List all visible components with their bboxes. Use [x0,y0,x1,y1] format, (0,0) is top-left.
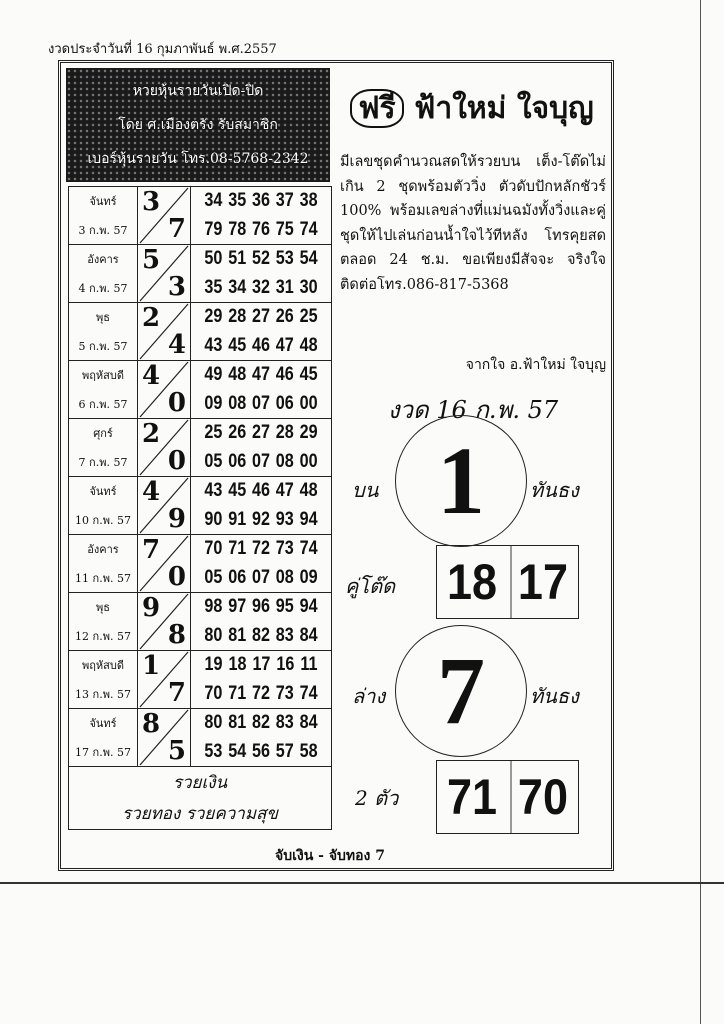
number-cell: 30 [299,276,318,298]
number-cell: 53 [204,740,223,762]
digit-top: 4 [142,477,161,507]
digit-bottom: 9 [167,504,186,534]
table-row [69,419,331,477]
numbers-bottom-line [202,393,321,415]
day-cell [69,651,138,708]
day-name: พุธ [96,601,110,615]
number-cell: 49 [204,364,223,386]
number-cell: 54 [299,248,318,270]
digit-pair-cell [138,419,191,476]
numbers-bottom-line [202,277,321,299]
digit-bottom: 5 [167,736,186,766]
top-digit-circle: 1 [395,415,527,547]
number-cell: 35 [228,190,247,212]
numbers-cell [202,187,321,244]
digit-bottom: 0 [167,388,186,418]
day-name: พฤหัสบดี [81,369,124,383]
number-cell: 08 [275,450,294,472]
number-cell: 95 [275,596,294,618]
number-cell: 35 [204,276,223,298]
number-cell: 98 [204,596,223,618]
two-digit-number: 71 [446,769,498,825]
number-cell: 06 [228,450,247,472]
number-cell: 25 [299,306,318,328]
number-cell: 07 [252,392,270,414]
numbers-top-line [202,480,321,502]
number-cell: 80 [204,712,223,734]
number-cell: 27 [252,306,270,328]
number-cell: 78 [228,218,247,240]
numbers-cell [202,593,321,650]
number-cell: 74 [299,538,318,560]
header-banner [66,68,330,182]
numbers-bottom-line [202,567,321,589]
number-cell: 06 [275,392,294,414]
numbers-bottom-line [202,451,321,473]
number-cell: 76 [252,218,270,240]
number-cell: 32 [252,276,270,298]
number-cell: 08 [228,392,247,414]
number-cell: 75 [275,218,294,240]
digit-bottom: 0 [167,446,186,476]
number-cell: 36 [252,190,270,212]
digit-top: 7 [142,535,161,565]
digit-top: 8 [142,709,161,739]
pair-number: 17 [511,546,575,618]
pair-number: 18 [446,554,498,610]
number-cell: 45 [228,480,247,502]
number-cell: 43 [204,480,223,502]
number-cell: 94 [299,508,318,530]
digit-top: 2 [142,419,161,449]
numbers-cell [202,709,321,766]
day-name: พุธ [96,311,110,325]
number-cell: 47 [252,364,270,386]
digit-pair-cell [138,651,191,708]
day-date: 11 ก.พ. 57 [75,571,131,585]
day-name: จันทร์ [89,717,117,731]
number-cell: 26 [228,422,247,444]
number-cell: 29 [299,422,318,444]
day-date: 13 ก.พ. 57 [75,687,131,701]
number-cell: 06 [228,566,247,588]
number-cell: 00 [299,392,318,414]
number-cell: 37 [275,190,294,212]
number-cell: 83 [275,624,294,646]
day-date: 6 ก.พ. 57 [78,397,128,411]
table-row [69,651,331,709]
number-cell: 07 [252,450,270,472]
number-cell: 17 [252,654,271,676]
day-cell [69,593,138,650]
day-cell [69,477,138,534]
number-cell: 51 [228,248,247,270]
number-cell: 28 [275,422,294,444]
numbers-bottom-line [202,625,321,647]
day-date: 3 ก.พ. 57 [78,223,128,237]
number-cell: 70 [204,538,223,560]
digit-bottom: 7 [167,678,186,708]
number-cell: 81 [228,712,247,734]
number-cell: 05 [204,450,223,472]
number-cell: 07 [252,566,270,588]
table-footer-line-2: รวยทอง รวยความสุข [121,804,279,824]
numbers-bottom-line [202,683,321,705]
number-cell: 83 [275,712,294,734]
number-cell: 25 [204,422,223,444]
number-cell: 45 [228,334,247,356]
digit-pair-cell [138,187,191,244]
number-cell: 43 [204,334,223,356]
number-cell: 00 [299,450,318,472]
numbers-top-line [202,190,321,212]
day-name: ศุกร์ [93,427,113,441]
digit-top: 1 [142,651,161,681]
table-row [69,477,331,535]
numbers-top-line [202,538,321,560]
number-cell: 16 [276,654,295,676]
number-cell: 48 [299,334,318,356]
table-row [69,187,331,245]
number-cell: 97 [228,596,247,618]
table-row [69,245,331,303]
number-cell: 27 [252,422,270,444]
number-cell: 48 [299,480,318,502]
day-date: 7 ก.พ. 57 [78,455,128,469]
number-cell: 46 [252,334,270,356]
number-cell: 11 [300,654,318,676]
number-cell: 05 [204,566,223,588]
two-digit-boxes [436,760,579,834]
top-label: บน [352,478,379,502]
digit-top: 5 [142,245,161,275]
table-row [69,709,331,767]
day-date: 17 ก.พ. 57 [75,745,131,759]
digit-pair-cell [138,477,191,534]
table-footer-line-1: รวยเงิน [172,773,228,793]
results-table [68,186,332,830]
numbers-bottom-line [202,741,321,763]
number-cell: 81 [228,624,247,646]
numbers-top-line [202,364,321,386]
numbers-cell [202,535,321,592]
number-cell: 47 [275,480,294,502]
number-cell: 53 [275,248,294,270]
day-date: 4 ก.พ. 57 [78,281,128,295]
top-tag: ทันธง [530,478,579,502]
number-cell: 71 [228,538,247,560]
number-cell: 38 [299,190,318,212]
number-cell: 82 [252,624,270,646]
day-cell [69,709,138,766]
number-cell: 57 [275,740,294,762]
pair-label: คู่โต๊ด [345,574,396,598]
bottom-tag: ทันธง [530,684,579,708]
numbers-top-line [202,654,321,676]
header-line-1: หวยหุ้นรายวันเปิด-ปิด [132,83,264,99]
number-cell: 74 [299,218,318,240]
digit-pair-cell [138,361,191,418]
digit-pair-cell [138,593,191,650]
digit-bottom: 3 [167,272,186,302]
number-cell: 72 [252,538,270,560]
number-cell: 09 [299,566,318,588]
number-cell: 91 [228,508,247,530]
number-cell: 56 [252,740,270,762]
numbers-cell [202,361,321,418]
number-cell: 74 [299,682,318,704]
number-cell: 28 [228,306,247,328]
numbers-top-line [202,596,321,618]
numbers-bottom-line [202,509,321,531]
number-cell: 79 [204,218,223,240]
digit-bottom: 4 [167,330,186,360]
number-cell: 96 [252,596,270,618]
number-cell: 84 [299,624,318,646]
day-date: 12 ก.พ. 57 [75,629,131,643]
day-name: อังคาร [87,543,119,557]
day-name: จันทร์ [89,485,117,499]
day-name: พฤหัสบดี [81,659,124,673]
day-cell [69,361,138,418]
number-cell: 94 [299,596,318,618]
digit-pair-cell [138,245,191,302]
day-cell [69,245,138,302]
digit-top: 2 [142,303,161,333]
number-cell: 80 [204,624,223,646]
day-cell [69,535,138,592]
number-cell: 18 [228,654,247,676]
scan-edge-line [700,0,701,1024]
pair-boxes [436,545,579,619]
number-cell: 72 [252,682,270,704]
number-cell: 52 [252,248,270,270]
number-cell: 46 [252,480,270,502]
page-footer: จับเงิน - จับทอง 7 [274,848,386,864]
number-cell: 46 [275,364,294,386]
numbers-cell [202,303,321,360]
promo-name: ฟ้าใหม่ ใจบุญ [414,91,594,126]
day-cell [69,187,138,244]
numbers-top-line [202,248,321,270]
promo-body: มีเลขชุดคำนวณสดให้รวยบน เต็ง-โต๊ดไม่เกิน 2 ชุดพร้อมตัววิ่ง ตัวดับปักหลักชัวร์ 100% พร้อมเลขล่างที่แม่นฉมังทั้งวิ่งและคู่ชุดให้ไปเล่นก่อนน้ำใจไว้ทีหลัง โทรคุยสดตลอด 24 ช.ม. ขอเพียงมีสัจจะ จริงใจ ติดต่อโทร.086-817-5368 [340,154,606,293]
number-cell: 34 [228,276,247,298]
number-cell: 29 [204,306,223,328]
number-cell: 08 [275,566,294,588]
numbers-cell [202,477,321,534]
table-row [69,303,331,361]
header-line-2: โดย ศ.เมืองตรัง รับสมาชิก [118,117,278,133]
number-cell: 47 [275,334,294,356]
number-cell: 09 [204,392,223,414]
number-cell: 26 [275,306,294,328]
number-cell: 92 [252,508,270,530]
number-cell: 84 [299,712,318,734]
table-row [69,593,331,651]
digit-bottom: 7 [167,214,186,244]
day-name: จันทร์ [89,195,117,209]
number-cell: 45 [299,364,318,386]
digit-bottom: 8 [167,620,186,650]
numbers-top-line [202,306,321,328]
table-footer [69,767,331,829]
numbers-bottom-line [202,335,321,357]
day-name: อังคาร [87,253,119,267]
day-date: 10 ก.พ. 57 [75,513,131,527]
header-line-3: เบอร์หุ้นรายวัน โทร.08-5768-2342 [87,151,309,167]
page-divider [0,882,724,884]
number-cell: 31 [275,276,294,298]
number-cell: 19 [204,654,223,676]
number-cell: 93 [275,508,294,530]
number-cell: 70 [204,682,223,704]
table-row [69,361,331,419]
digit-top: 4 [142,361,161,391]
digit-top: 9 [142,593,161,623]
numbers-top-line [202,712,321,734]
numbers-cell [202,245,321,302]
digit-bottom: 0 [167,562,186,592]
day-date: 5 ก.พ. 57 [78,339,128,353]
table-row [69,535,331,593]
number-cell: 58 [299,740,318,762]
number-cell: 50 [204,248,223,270]
bottom-label: ล่าง [352,684,386,708]
number-cell: 34 [204,190,223,212]
digit-top: 3 [142,187,161,217]
numbers-cell [202,419,321,476]
number-cell: 73 [275,682,294,704]
day-cell [69,303,138,360]
numbers-top-line [202,422,321,444]
numbers-bottom-line [202,219,321,241]
number-cell: 73 [275,538,294,560]
day-cell [69,419,138,476]
free-badge: ฟรี [350,89,403,128]
two-digit-label: 2 ตัว [355,786,399,810]
two-digit-number: 70 [511,761,575,833]
bottom-digit-circle: 7 [395,625,527,757]
digit-pair-cell [138,303,191,360]
signature: จากใจ อ.ฟ้าใหม่ ใจบุญ [465,357,606,373]
issue-date-line: งวดประจำวันที่ 16 กุมภาพันธ์ พ.ศ.2557 [48,42,277,57]
number-cell: 48 [228,364,247,386]
number-cell: 71 [228,682,247,704]
number-cell: 82 [252,712,270,734]
number-cell: 54 [228,740,247,762]
promo-title [338,74,606,144]
numbers-cell [202,651,321,708]
digit-pair-cell [138,709,191,766]
number-cell: 90 [204,508,223,530]
digit-pair-cell [138,535,191,592]
draw-date: งวด 16 ก.พ. 57 [387,396,559,424]
